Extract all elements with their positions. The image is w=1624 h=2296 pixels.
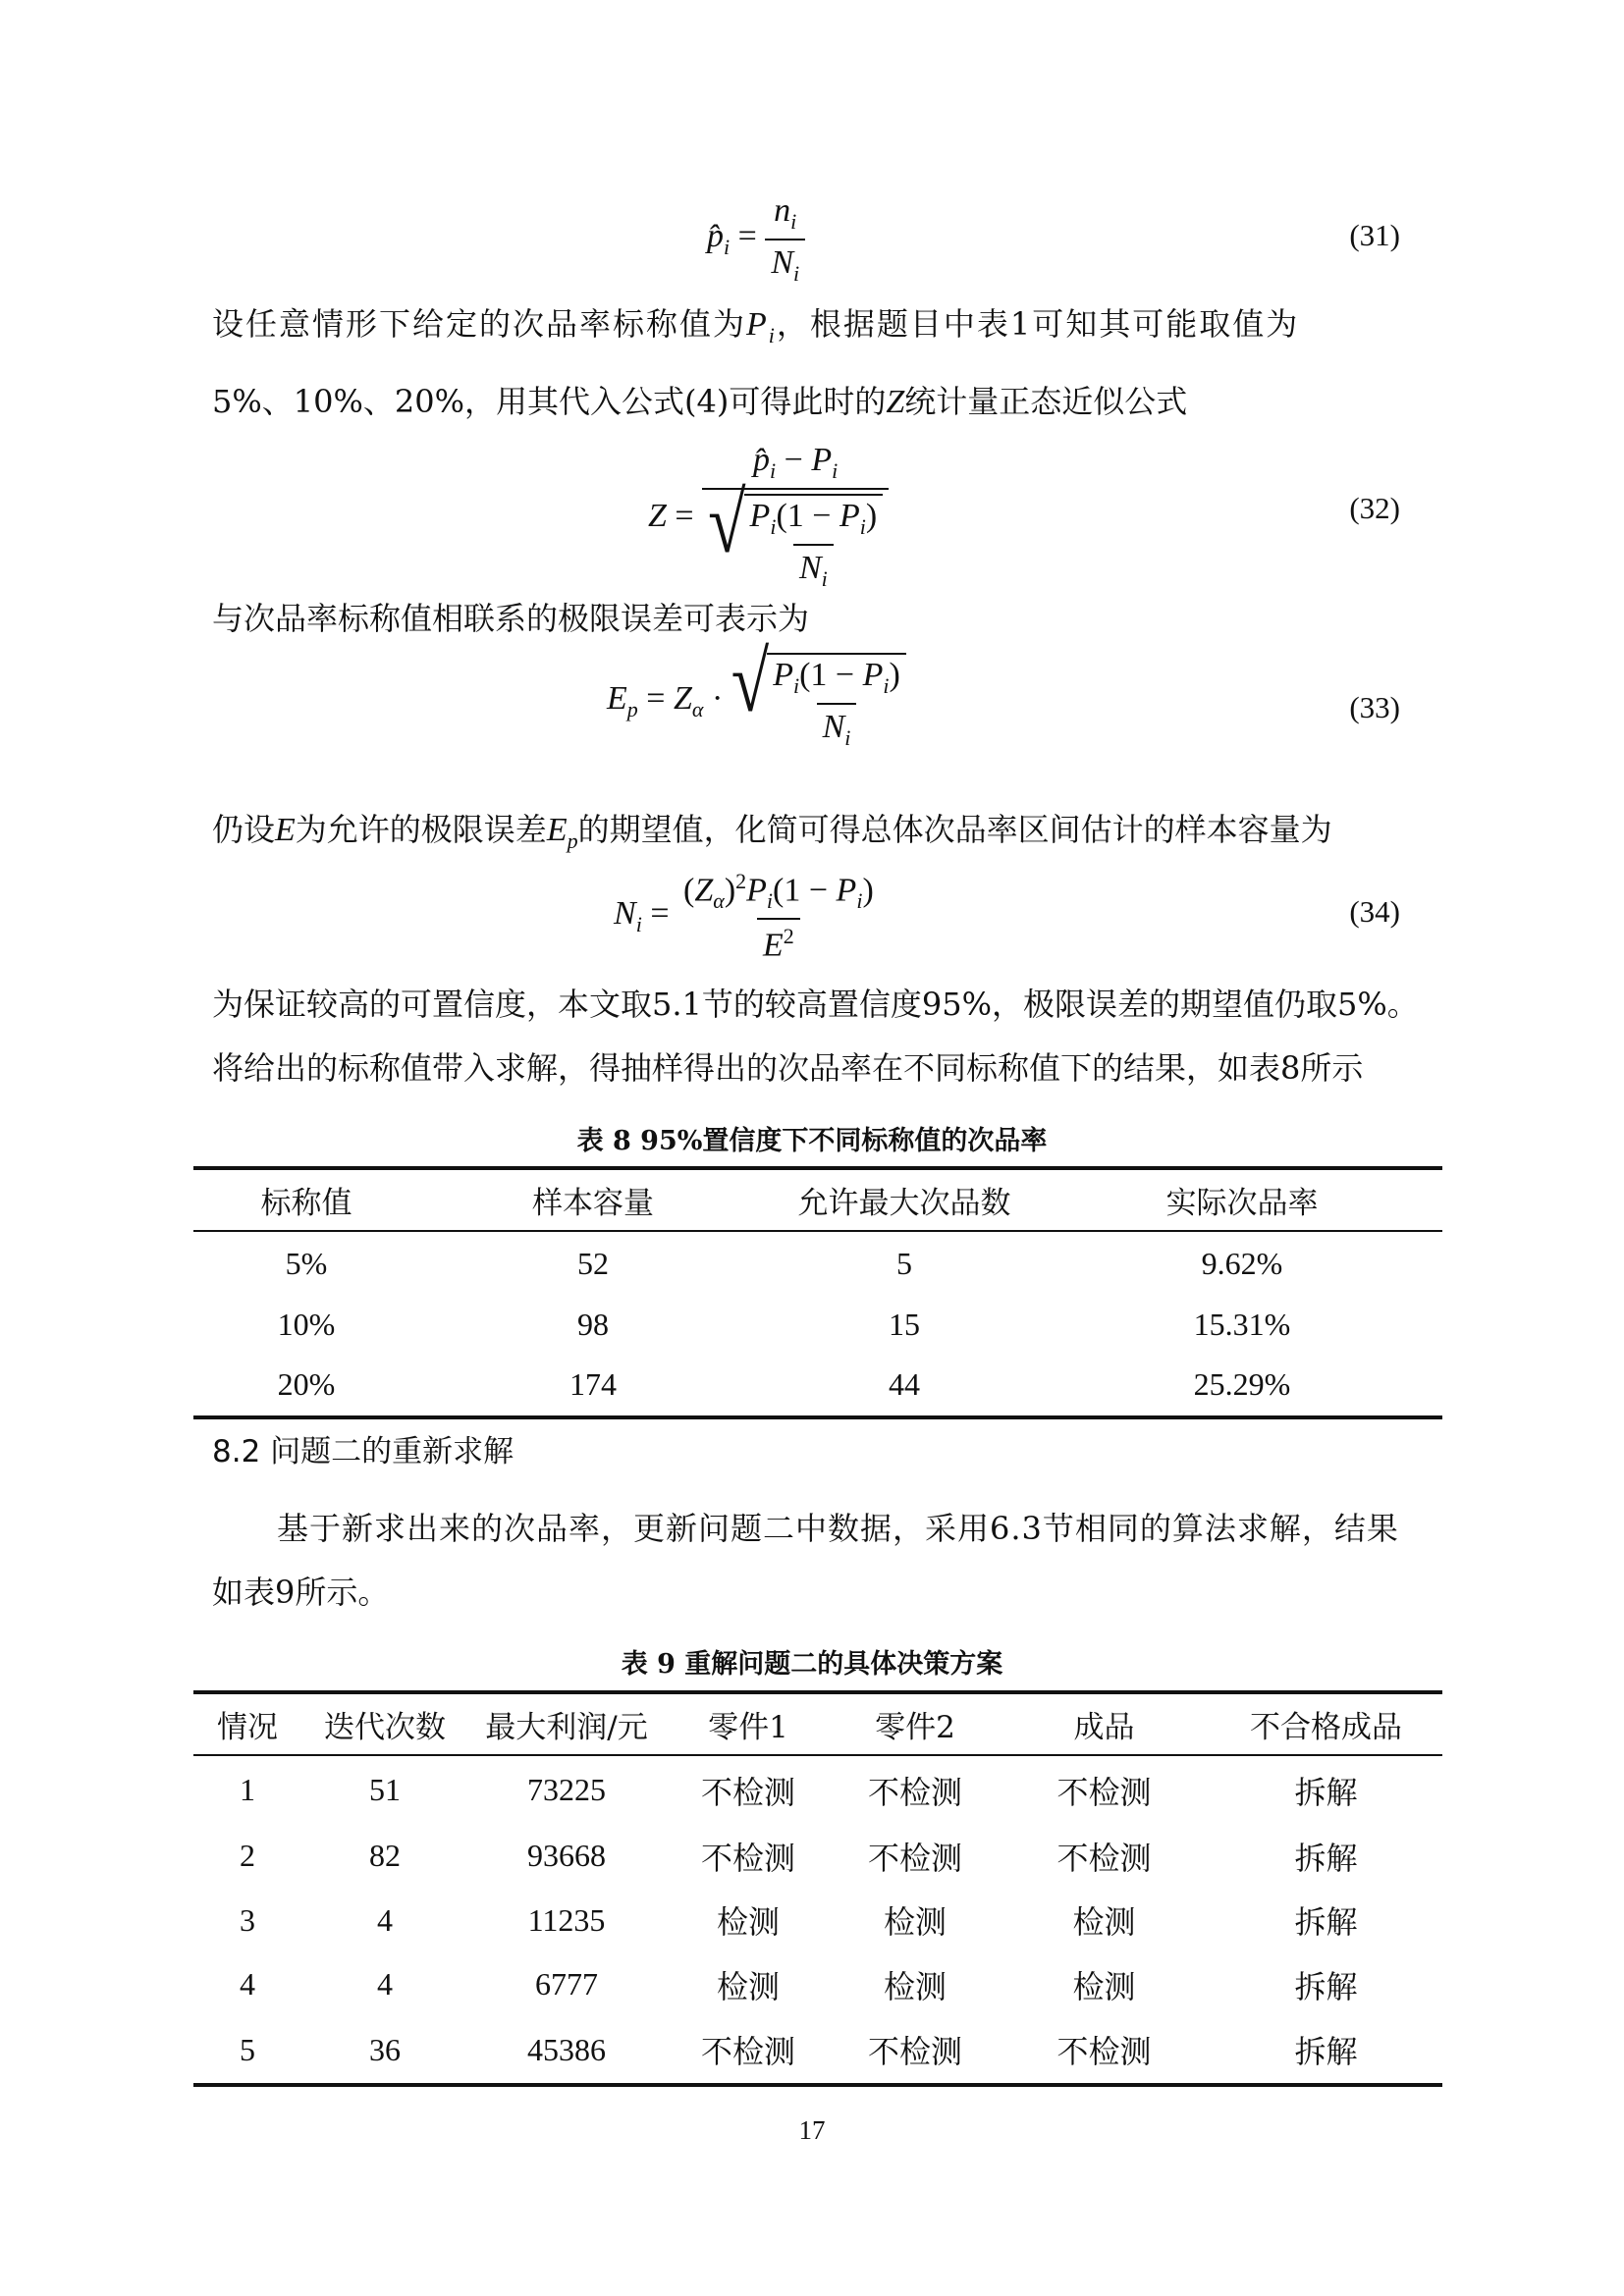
table-9 — [193, 1690, 1442, 2087]
table-cell: 25.29% — [1042, 1353, 1442, 1417]
paragraph-1-text-b: ，根据题目中表1可知其可能取值为 — [776, 305, 1300, 343]
table-cell: 检测 — [716, 1904, 780, 1940]
paragraph-5-line-2: 如表9所示。 — [212, 1574, 390, 1611]
table-cell: 20% — [193, 1353, 419, 1417]
table-9-header: 零件2 — [832, 1692, 999, 1755]
table-cell: 1 — [240, 1772, 255, 1807]
table-cell: 不检测 — [1056, 1840, 1152, 1876]
table-8-header: 标称值 — [193, 1168, 419, 1231]
table-cell: 4 — [377, 1966, 393, 2002]
table-cell: 不检测 — [665, 2016, 832, 2085]
table-cell: 73225 — [527, 1772, 606, 1807]
table-row — [193, 1952, 1442, 2016]
table-cell: 2 — [240, 1838, 255, 1873]
table-cell: 15.31% — [1193, 1306, 1291, 1342]
paragraph-3-text-a: 仍设 — [212, 811, 276, 848]
equation-34-number: (34) — [1349, 894, 1400, 929]
table-cell: 不检测 — [700, 1774, 795, 1810]
table-cell: 98 — [577, 1306, 609, 1342]
table-row — [193, 1888, 1442, 1952]
paragraph-3-text-c: 的期望值，化简可得总体次品率区间估计的样本容量为 — [577, 811, 1332, 848]
table-row — [193, 1755, 1442, 1824]
table-8-header-row — [193, 1168, 1442, 1231]
equation-31 — [0, 192, 1624, 286]
table-9-header: 情况 — [193, 1692, 301, 1755]
equation-32-number: (32) — [1349, 491, 1400, 525]
table-cell: 拆解 — [1294, 1968, 1358, 2004]
paragraph-4-line-1: 为保证较高的可置信度，本文取5.1节的较高置信度95%，极限误差的期望值仍取5%。 — [212, 986, 1419, 1023]
table-cell: 检测 — [1072, 1904, 1136, 1940]
equation-32-body: Z = $p̂_i - P_i$ √ $\frac{P_i(1 - P_i)}{N_i}$ — [648, 442, 889, 591]
table-9-header-row — [193, 1692, 1442, 1755]
section-heading: 8.2 问题二的重新求解 — [212, 1434, 514, 1469]
table-cell: 5 — [193, 2016, 301, 2085]
paragraph-5-line-1: 基于新求出来的次品率，更新问题二中数据，采用6.3节相同的算法求解，结果 — [277, 1510, 1399, 1547]
table-9-header: 不合格成品 — [1210, 1692, 1442, 1755]
table-9-header: 零件1 — [665, 1692, 832, 1755]
equation-32 — [0, 442, 1624, 591]
equation-33-body: $E_p = Z_\alpha$ · √ $\frac{P_i(1 - P_i)}{N_i}$ — [607, 653, 906, 751]
table-cell: 不检测 — [999, 2016, 1210, 2085]
table-cell: 82 — [369, 1838, 401, 1873]
table-cell: 检测 — [883, 1904, 947, 1940]
equation-34-body: $N_i$ = $\frac{(Z_\alpha)^2P_i(1 - P_i)}{E^2}$ — [614, 869, 874, 964]
table-cell: 4 — [240, 1966, 255, 2002]
table-cell: 不检测 — [832, 2016, 999, 2085]
equation-31-number: (31) — [1349, 218, 1400, 252]
table-cell: 9.62% — [1201, 1246, 1283, 1281]
table-9-header: 迭代次数 — [301, 1692, 468, 1755]
table-row — [193, 1353, 1442, 1417]
table-cell: 15 — [889, 1306, 920, 1342]
page-number: 17 — [798, 2115, 826, 2145]
table-9-header: 最大利润/元 — [468, 1692, 665, 1755]
table-cell: 11235 — [527, 1901, 606, 1938]
paragraph-2: 与次品率标称值相联系的极限误差可表示为 — [212, 600, 810, 637]
table-cell: 拆解 — [1210, 2016, 1442, 2085]
table-8-header: 样本容量 — [419, 1168, 767, 1231]
table-cell: 检测 — [716, 1968, 780, 2004]
table-cell: 51 — [369, 1772, 401, 1807]
equation-33-number: (33) — [1349, 690, 1400, 724]
table-cell: 拆解 — [1294, 1904, 1358, 1940]
table-8-header: 允许最大次品数 — [767, 1168, 1042, 1231]
table-cell: 3 — [240, 1901, 255, 1938]
table-cell: 不检测 — [867, 1840, 962, 1876]
table-cell: 5 — [896, 1246, 912, 1281]
paragraph-4-line-2: 将给出的标称值带入求解，得抽样得出的次品率在不同标称值下的结果，如表8所示 — [212, 1049, 1364, 1087]
table-row — [193, 1824, 1442, 1888]
equation-34 — [0, 869, 1624, 967]
table-cell: 4 — [377, 1901, 393, 1938]
table-cell: 不检测 — [867, 1774, 962, 1810]
table-9-caption: 表 9 重解问题二的具体决策方案 — [621, 1649, 1003, 1680]
paragraph-1-text-d: 统计量正态近似公式 — [904, 383, 1188, 420]
table-cell: 检测 — [883, 1968, 947, 2004]
table-8-caption: 表 8 95%置信度下不同标称值的次品率 — [576, 1126, 1048, 1156]
paragraph-3-text-b: 为允许的极限误差 — [295, 811, 547, 848]
table-cell: 检测 — [1072, 1968, 1136, 2004]
table-cell: 不检测 — [700, 1840, 795, 1876]
table-cell: 6777 — [535, 1966, 598, 2002]
table-row — [193, 1231, 1442, 1296]
table-cell: 拆解 — [1294, 1774, 1358, 1810]
paragraph-3: 仍设E为允许的极限误差$E_p$的期望值，化简可得总体次品率区间估计的样本容量为 — [212, 811, 1332, 853]
table-cell: 36 — [301, 2016, 468, 2085]
table-9-header: 成品 — [999, 1692, 1210, 1755]
equation-33 — [0, 635, 1624, 780]
table-cell: 52 — [577, 1246, 609, 1281]
table-row — [193, 1296, 1442, 1353]
equation-31-body: $p̂_i$ = $\frac{n_i}{N_i}$ — [707, 192, 805, 287]
table-cell: 不检测 — [1056, 1774, 1152, 1810]
paragraph-1-text-c: 5%、10%、20%，用其代入公式(4)可得此时的 — [212, 383, 887, 420]
table-cell: 44 — [767, 1353, 1042, 1417]
table-cell: 拆解 — [1294, 1840, 1358, 1876]
paragraph-1-line-2: 5%、10%、20%，用其代入公式(4)可得此时的Z统计量正态近似公式 — [212, 383, 1188, 420]
table-cell: 174 — [419, 1353, 767, 1417]
table-8 — [193, 1166, 1442, 1419]
table-cell: 93668 — [527, 1838, 606, 1873]
paragraph-1-text-a: 设任意情形下给定的次品率标称值为 — [212, 305, 747, 343]
table-row — [193, 2016, 1442, 2085]
table-8-header: 实际次品率 — [1042, 1168, 1442, 1231]
table-cell: 5% — [285, 1246, 328, 1281]
table-cell: 10% — [277, 1306, 336, 1342]
table-cell: 45386 — [468, 2016, 665, 2085]
paragraph-1-line-1: 设任意情形下给定的次品率标称值为$P_i$，根据题目中表1可知其可能取值为 — [212, 305, 1300, 347]
